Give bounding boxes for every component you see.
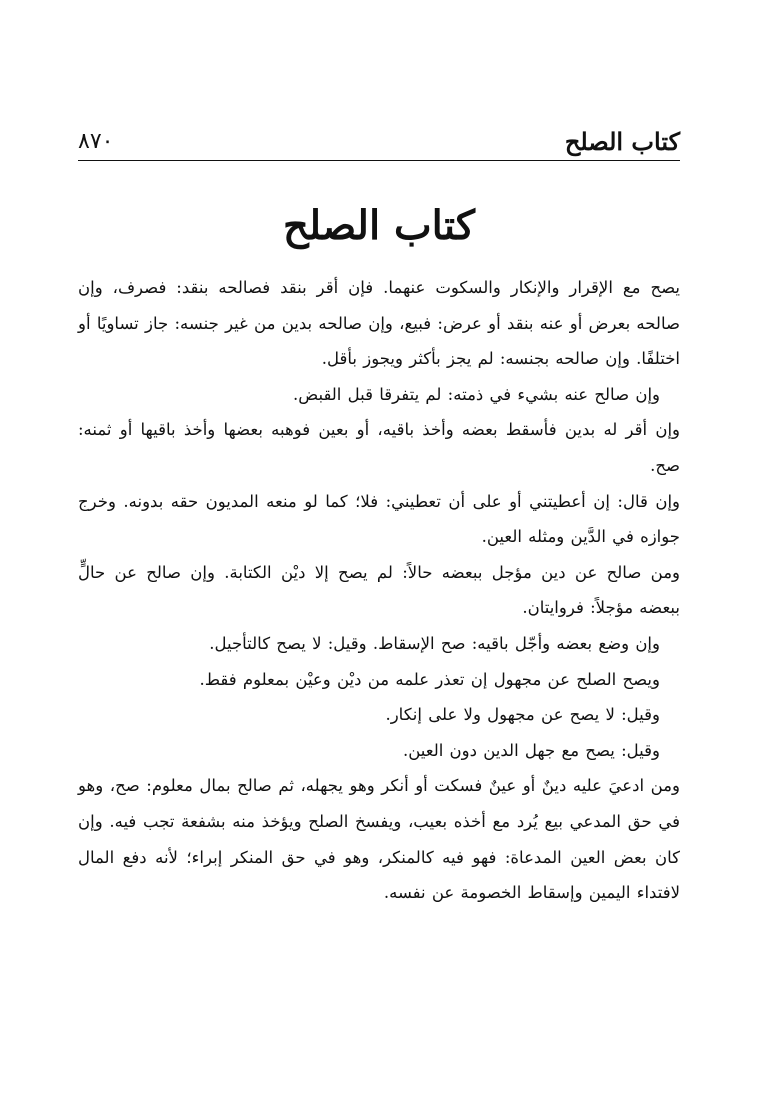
paragraph-5: ومن صالح عن دين مؤجل ببعضه حالاً: لم يصح إلا ديْن الكتابة. وإن صالح عن حالٍّ ببعضه مؤجلاً: فروايتان. (78, 562, 680, 618)
paragraph-2: وإن صالح عنه بشيء في ذمته: لم يتفرقا قبل القبض. (293, 384, 660, 404)
page-number: ٨٧٠ (78, 129, 114, 154)
page-header (78, 122, 680, 158)
paragraph-9: وقيل: يصح مع جهل الدين دون العين. (402, 740, 660, 760)
running-title: كتاب الصلح (564, 127, 680, 156)
paragraph-1: يصح مع الإقرار والإنكار والسكوت عنهما. فإن أقر بنقد فصالحه بنقد: فصرف، وإن صالحه بعرض أو عنه بنقد أو عرض: فبيع، وإن صالحه بدين من غير جنسه: جاز تساويًا أو اختلفًا. وإن صالحه بجنسه: لم يجز بأكثر ويجوز بأقل. (78, 278, 680, 369)
paragraph-3: وإن أقر له بدين فأسقط بعضه وأخذ باقيه، أو بعين فوهبه بعضها وأخذ باقيها أو ثمنه: صح. (78, 420, 680, 475)
header-divider (78, 160, 680, 161)
paragraph-8: وقيل: لا يصح عن مجهول ولا على إنكار. (385, 705, 660, 725)
paragraph-4: وإن قال: إن أعطيتني أو على أن تعطيني: فلا؛ كما لو منعه المديون حقه بدونه. وخرج جوازه في الدَّين ومثله العين. (78, 491, 680, 547)
paragraph-10: ومن ادعيَ عليه دينٌ أو عينٌ فسكت أو أنكر وهو يجهله، ثم صالح بمال معلوم: صح، وهو في حق المدعي بيع يُرد مع أخذه بعيب، ويفسخ الصلح ويؤخذ منه بشفعة تجب فيه. وإن كان بعض العين المدعاة: فهو فيه كالمنكر، وهو في حق المنكر إبراء؛ لأنه دفع المال لافتداء اليمين وإسقاط الخصومة عن نفسه. (78, 776, 680, 903)
chapter-title: كتاب الصلح (283, 202, 475, 249)
paragraph-7: ويصح الصلح عن مجهول إن تعذر علمه من ديْن وعيْن بمعلوم فقط. (199, 669, 660, 689)
paragraph-6: وإن وضع بعضه وأجّل باقيه: صح الإسقاط. وقيل: لا يصح كالتأجيل. (209, 633, 660, 653)
body-text (78, 270, 680, 911)
